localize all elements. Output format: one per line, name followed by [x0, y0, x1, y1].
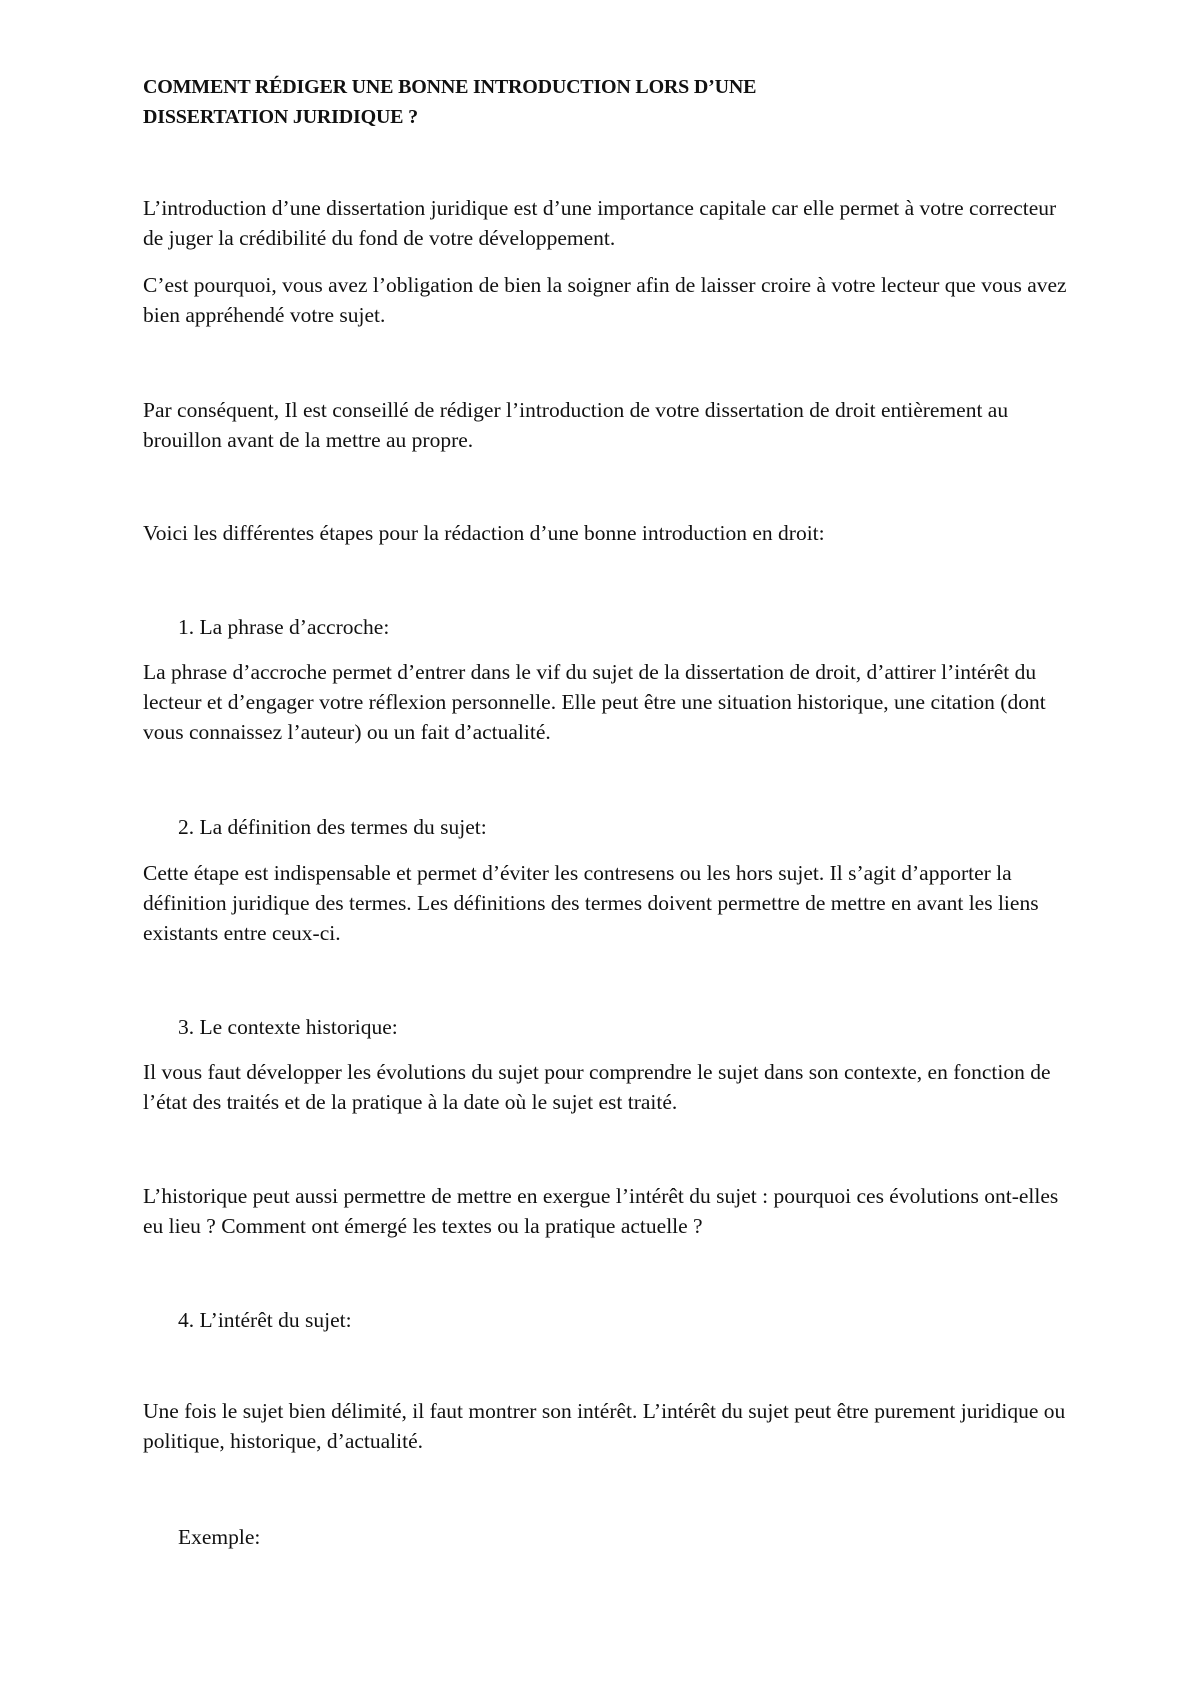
document-title	[143, 72, 1073, 132]
step-4-heading: 4. L’intérêt du sujet:	[178, 1308, 352, 1332]
example-label: Exemple:	[178, 1525, 261, 1549]
step-1-paragraph: La phrase d’accroche permet d’entrer dans le vif du sujet de la dissertation de droit, d’attirer l’intérêt du lecteur et d’engager votre réflexion personnelle. Elle peut être une situation historique, une citation (dont vous connaissez l’auteur) ou un fait d’actualité.	[143, 660, 1046, 744]
steps-intro: Voici les différentes étapes pour la rédaction d’une bonne introduction en droit:	[143, 521, 825, 545]
step-2-paragraph: Cette étape est indispensable et permet d’éviter les contresens ou les hors sujet. Il s’agit d’apporter la définition juridique des termes. Les définitions des termes doivent permettre de mettre en avant les liens existants entre ceux-ci.	[143, 861, 1039, 945]
title-line-1: COMMENT RÉDIGER UNE BONNE INTRODUCTION LORS D’UNE	[143, 76, 757, 98]
step-3-paragraph-1: Il vous faut développer les évolutions du sujet pour comprendre le sujet dans son contexte, en fonction de l’état des traités et de la pratique à la date où le sujet est traité.	[143, 1060, 1051, 1114]
step-3-heading: 3. Le contexte historique:	[178, 1015, 398, 1039]
step-4-paragraph: Une fois le sujet bien délimité, il faut montrer son intérêt. L’intérêt du sujet peut être purement juridique ou politique, historique, d’actualité.	[143, 1399, 1066, 1453]
title-line-2: DISSERTATION JURIDIQUE ?	[143, 106, 418, 128]
step-2-heading: 2. La définition des termes du sujet:	[178, 815, 487, 839]
intro-paragraph-2: C’est pourquoi, vous avez l’obligation de bien la soigner afin de laisser croire à votre lecteur que vous avez bien appréhendé votre sujet.	[143, 273, 1067, 327]
intro-paragraph-1: L’introduction d’une dissertation juridique est d’une importance capitale car elle permet à votre correcteur de juger la crédibilité du fond de votre développement.	[143, 196, 1057, 250]
intro-paragraph-3: Par conséquent, Il est conseillé de rédiger l’introduction de votre dissertation de droit entièrement au brouillon avant de la mettre au propre.	[143, 398, 1009, 452]
step-1-heading: 1. La phrase d’accroche:	[178, 615, 390, 639]
step-3-paragraph-2: L’historique peut aussi permettre de mettre en exergue l’intérêt du sujet : pourquoi ces évolutions ont-elles eu lieu ? Comment ont émergé les textes ou la pratique actuelle ?	[143, 1184, 1059, 1238]
